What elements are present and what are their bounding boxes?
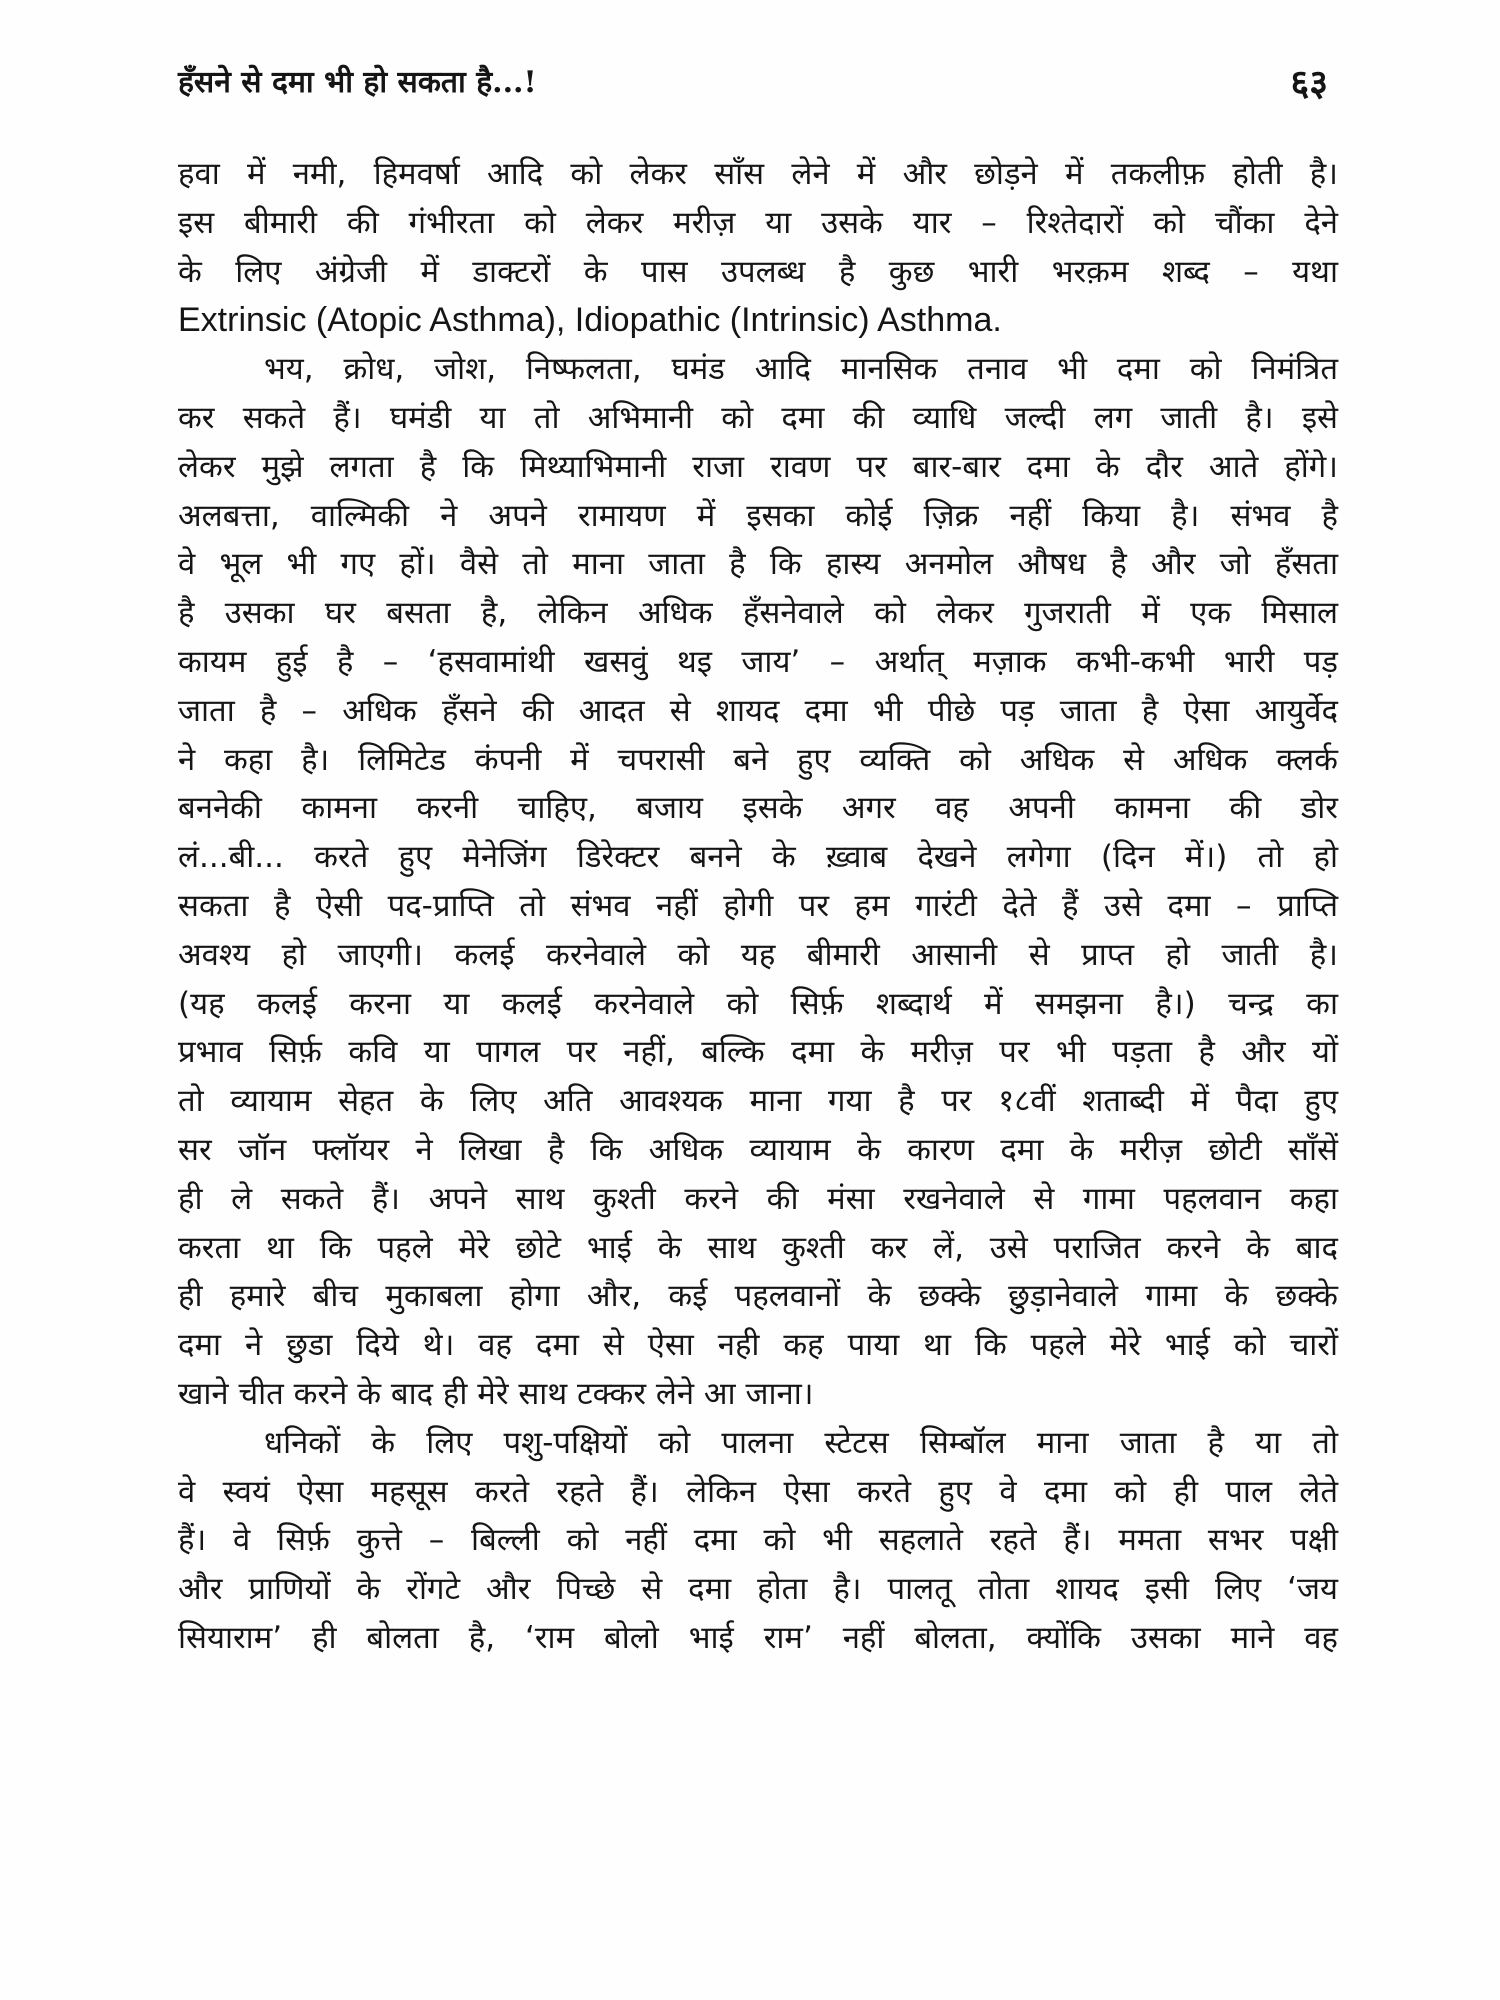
chapter-running-title: हँसने से दमा भी हो सकता है...! — [178, 65, 537, 100]
text-line: वे स्वयं ऐसा महसूस करते रहते हैं। लेकिन ऐसा करते हुए वे दमा को ही पाल लेते — [178, 1473, 1338, 1510]
text-line: ने कहा है। लिमिटेड कंपनी में चपरासी बने हुए व्यक्ति को अधिक से अधिक क्लर्क — [178, 741, 1338, 778]
text-line: Extrinsic (Atopic Asthma), Idiopathic (Intrinsic) Asthma. — [178, 301, 1002, 340]
text-line: अलबत्ता, वाल्मिकी ने अपने रामायण में इसका कोई ज़िक्र नहीं किया है। संभव है — [178, 497, 1338, 534]
body-text — [178, 150, 1338, 1663]
running-header — [178, 58, 1328, 108]
text-line: सकता है ऐसी पद-प्राप्ति तो संभव नहीं होगी पर हम गारंटी देते हैं उसे दमा – प्राप्ति — [178, 887, 1338, 924]
text-line: दमा ने छुडा दिये थे। वह दमा से ऐसा नही कह पाया था कि पहले मेरे भाई को चारों — [178, 1327, 1338, 1364]
text-line: तो व्यायाम सेहत के लिए अति आवश्यक माना गया है पर १८वीं शताब्दी में पैदा हुए — [178, 1083, 1338, 1120]
text-line: ही ले सकते हैं। अपने साथ कुश्ती करने की मंसा रखनेवाले से गामा पहलवान कहा — [178, 1180, 1338, 1217]
text-line: अवश्य हो जाएगी। कलई करनेवाले को यह बीमारी आसानी से प्राप्त हो जाती है। — [178, 936, 1338, 973]
text-line: और प्राणियों के रोंगटे और पिच्छे से दमा होता है। पालतू तोता शायद इसी लिए ‘जय — [178, 1571, 1338, 1608]
text-line: जाता है – अधिक हँसने की आदत से शायद दमा भी पीछे पड़ जाता है ऐसा आयुर्वेद — [178, 692, 1338, 729]
text-line: कर सकते हैं। घमंडी या तो अभिमानी को दमा की व्याधि जल्दी लग जाती है। इसे — [178, 399, 1338, 436]
text-line: सर जॉन फ्लॉयर ने लिखा है कि अधिक व्यायाम के कारण दमा के मरीज़ छोटी साँसें — [178, 1131, 1338, 1168]
paragraph-3 — [178, 1419, 1338, 1663]
text-line: (यह कलई करना या कलई करनेवाले को सिर्फ़ शब्दार्थ में समझना है।) चन्द्र का — [178, 985, 1338, 1022]
text-line: खाने चीत करने के बाद ही मेरे साथ टक्कर लेने आ जाना। — [178, 1375, 814, 1412]
text-line: धनिकों के लिए पशु-पक्षियों को पालना स्टेटस सिम्बॉल माना जाता है या तो — [264, 1424, 1338, 1461]
text-line: वे भूल भी गए हों। वैसे तो माना जाता है कि हास्य अनमोल औषध है और जो हँसता — [178, 546, 1338, 583]
paragraph-2 — [178, 345, 1338, 1419]
text-line: हवा में नमी, हिमवर्षा आदि को लेकर साँस लेने में और छोड़ने में तकलीफ़ होती है। — [178, 156, 1338, 192]
text-line: के लिए अंग्रेजी में डाक्टरों के पास उपलब्ध है कुछ भारी भरक़म शब्द – यथा — [178, 253, 1338, 290]
text-line: इस बीमारी की गंभीरता को लेकर मरीज़ या उसके यार – रिश्तेदारों को चौंका देने — [178, 204, 1338, 241]
text-line: प्रभाव सिर्फ़ कवि या पागल पर नहीं, बल्कि दमा के मरीज़ पर भी पड़ता है और यों — [178, 1034, 1338, 1071]
text-line: भय, क्रोध, जोश, निष्फलता, घमंड आदि मानसिक तनाव भी दमा को निमंत्रित — [264, 351, 1338, 388]
paragraph-1 — [178, 150, 1338, 345]
text-line: है उसका घर बसता है, लेकिन अधिक हँसनेवाले को लेकर गुजराती में एक मिसाल — [178, 595, 1338, 632]
text-line: बननेकी कामना करनी चाहिए, बजाय इसके अगर वह अपनी कामना की डोर — [178, 790, 1338, 827]
text-line: लं...बी... करते हुए मेनेजिंग डिरेक्टर बनने के ख़्वाब देखने लगेगा (दिन में।) तो हो — [178, 839, 1338, 876]
text-line: करता था कि पहले मेरे छोटे भाई के साथ कुश्ती कर लें, उसे पराजित करने के बाद — [178, 1229, 1338, 1266]
text-line: ही हमारे बीच मुकाबला होगा और, कई पहलवानों के छक्के छुड़ानेवाले गामा के छक्के — [178, 1278, 1338, 1315]
text-line: सियाराम’ ही बोलता है, ‘राम बोलो भाई राम’ नहीं बोलता, क्योंकि उसका माने वह — [178, 1619, 1338, 1656]
page-number: ६३ — [1290, 62, 1328, 104]
text-line: लेकर मुझे लगता है कि मिथ्याभिमानी राजा रावण पर बार-बार दमा के दौर आते होंगे। — [178, 448, 1338, 485]
text-line: हैं। वे सिर्फ़ कुत्ते – बिल्ली को नहीं दमा को भी सहलाते रहते हैं। ममता सभर पक्षी — [178, 1522, 1338, 1559]
text-line: कायम हुई है – ‘हसवामांथी खसवुं थइ जाय’ – अर्थात् मज़ाक कभी-कभी भारी पड़ — [178, 643, 1338, 680]
